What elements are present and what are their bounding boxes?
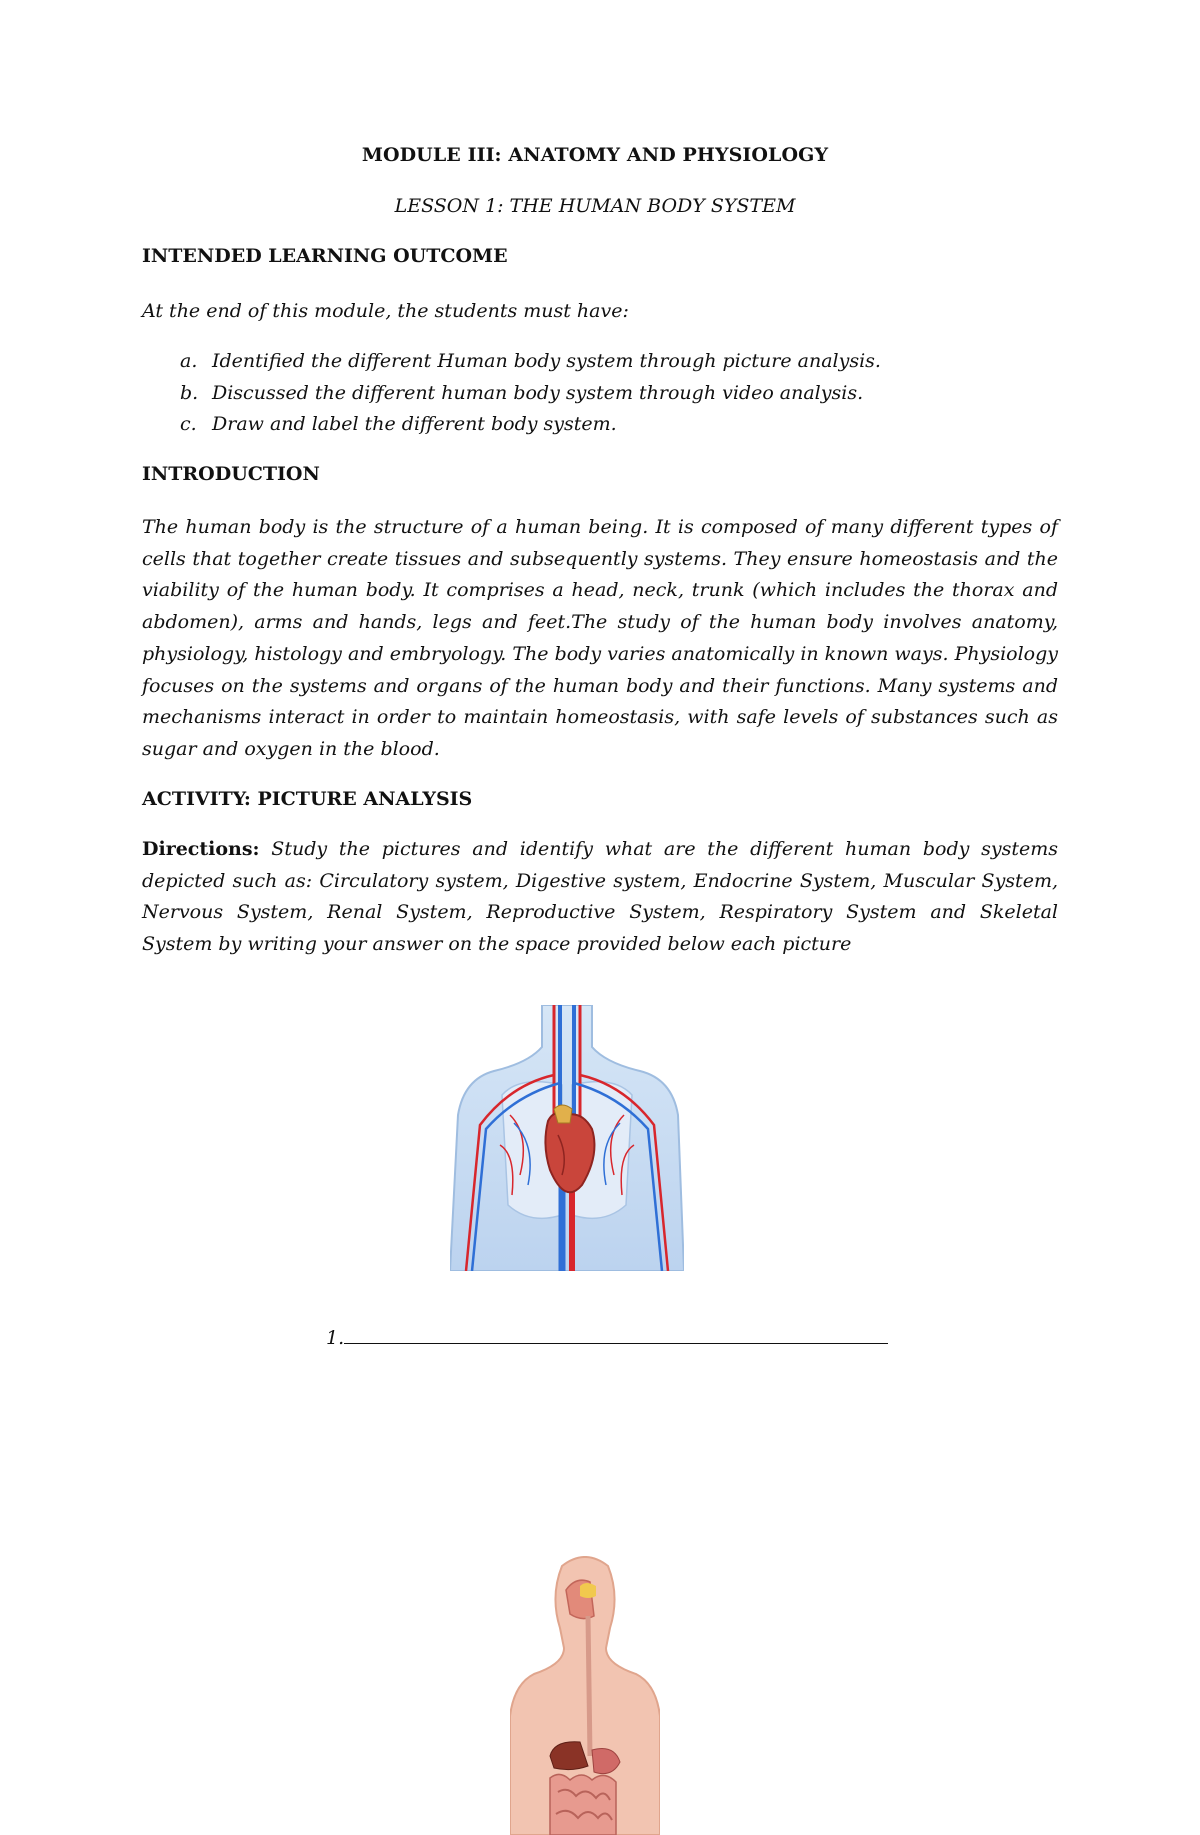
outcome-heading: INTENDED LEARNING OUTCOME (142, 245, 508, 267)
list-item (142, 346, 881, 378)
digestive-system-image (510, 1556, 660, 1835)
outcome-text: Discussed the different human body system through video analysis. (212, 381, 864, 404)
module-title: MODULE III: ANATOMY AND PHYSIOLOGY (361, 144, 829, 166)
list-marker: b. (180, 381, 199, 404)
list-marker: c. (180, 413, 197, 435)
directions-paragraph (142, 834, 1058, 961)
lesson-subtitle: LESSON 1: THE HUMAN BODY SYSTEM (394, 195, 796, 217)
circulatory-system-image (450, 1005, 684, 1271)
activity-heading: ACTIVITY: PICTURE ANALYSIS (142, 788, 473, 810)
answer-number: 1. (326, 1327, 345, 1349)
list-item (142, 378, 881, 410)
introduction-paragraph: The human body is the structure of a human being. It is composed of many different types of cells that together create tissues and subsequently systems. They ensure homeostasis and the viability of the human body. It comprises a head, neck, trunk (which includes the thorax and abdomen), arms and hands, legs and feet.The study of the human body involves anatomy, physiology, histology and embryology. The body varies anatomically in known ways. Physiology focuses on the systems and organs of the human body and their functions. Many systems and mechanisms interact in order to maintain homeostasis, with safe levels of substances such as sugar and oxygen in the blood. (142, 516, 1058, 760)
outcome-text: Identified the different Human body system through picture analysis. (212, 350, 881, 372)
outcome-list (142, 346, 881, 441)
outcome-intro: At the end of this module, the students must have: (142, 300, 629, 322)
answer-line-1[interactable] (326, 1325, 888, 1349)
directions-label: Directions: (142, 838, 260, 860)
list-marker: a. (180, 350, 198, 372)
introduction-heading: INTRODUCTION (142, 463, 320, 485)
outcome-text: Draw and label the different body system. (212, 413, 617, 435)
list-item (142, 409, 881, 441)
directions-text: Study the pictures and identify what are the different human body systems depicted such as: Circulatory system, Digestive system, Endocrine System, Muscular System, Nervous System, Renal System, Reproductive System, Respiratory System and Skeletal System by writing your answer on the space provided below each picture (142, 838, 1058, 956)
answer-blank[interactable] (344, 1325, 888, 1344)
